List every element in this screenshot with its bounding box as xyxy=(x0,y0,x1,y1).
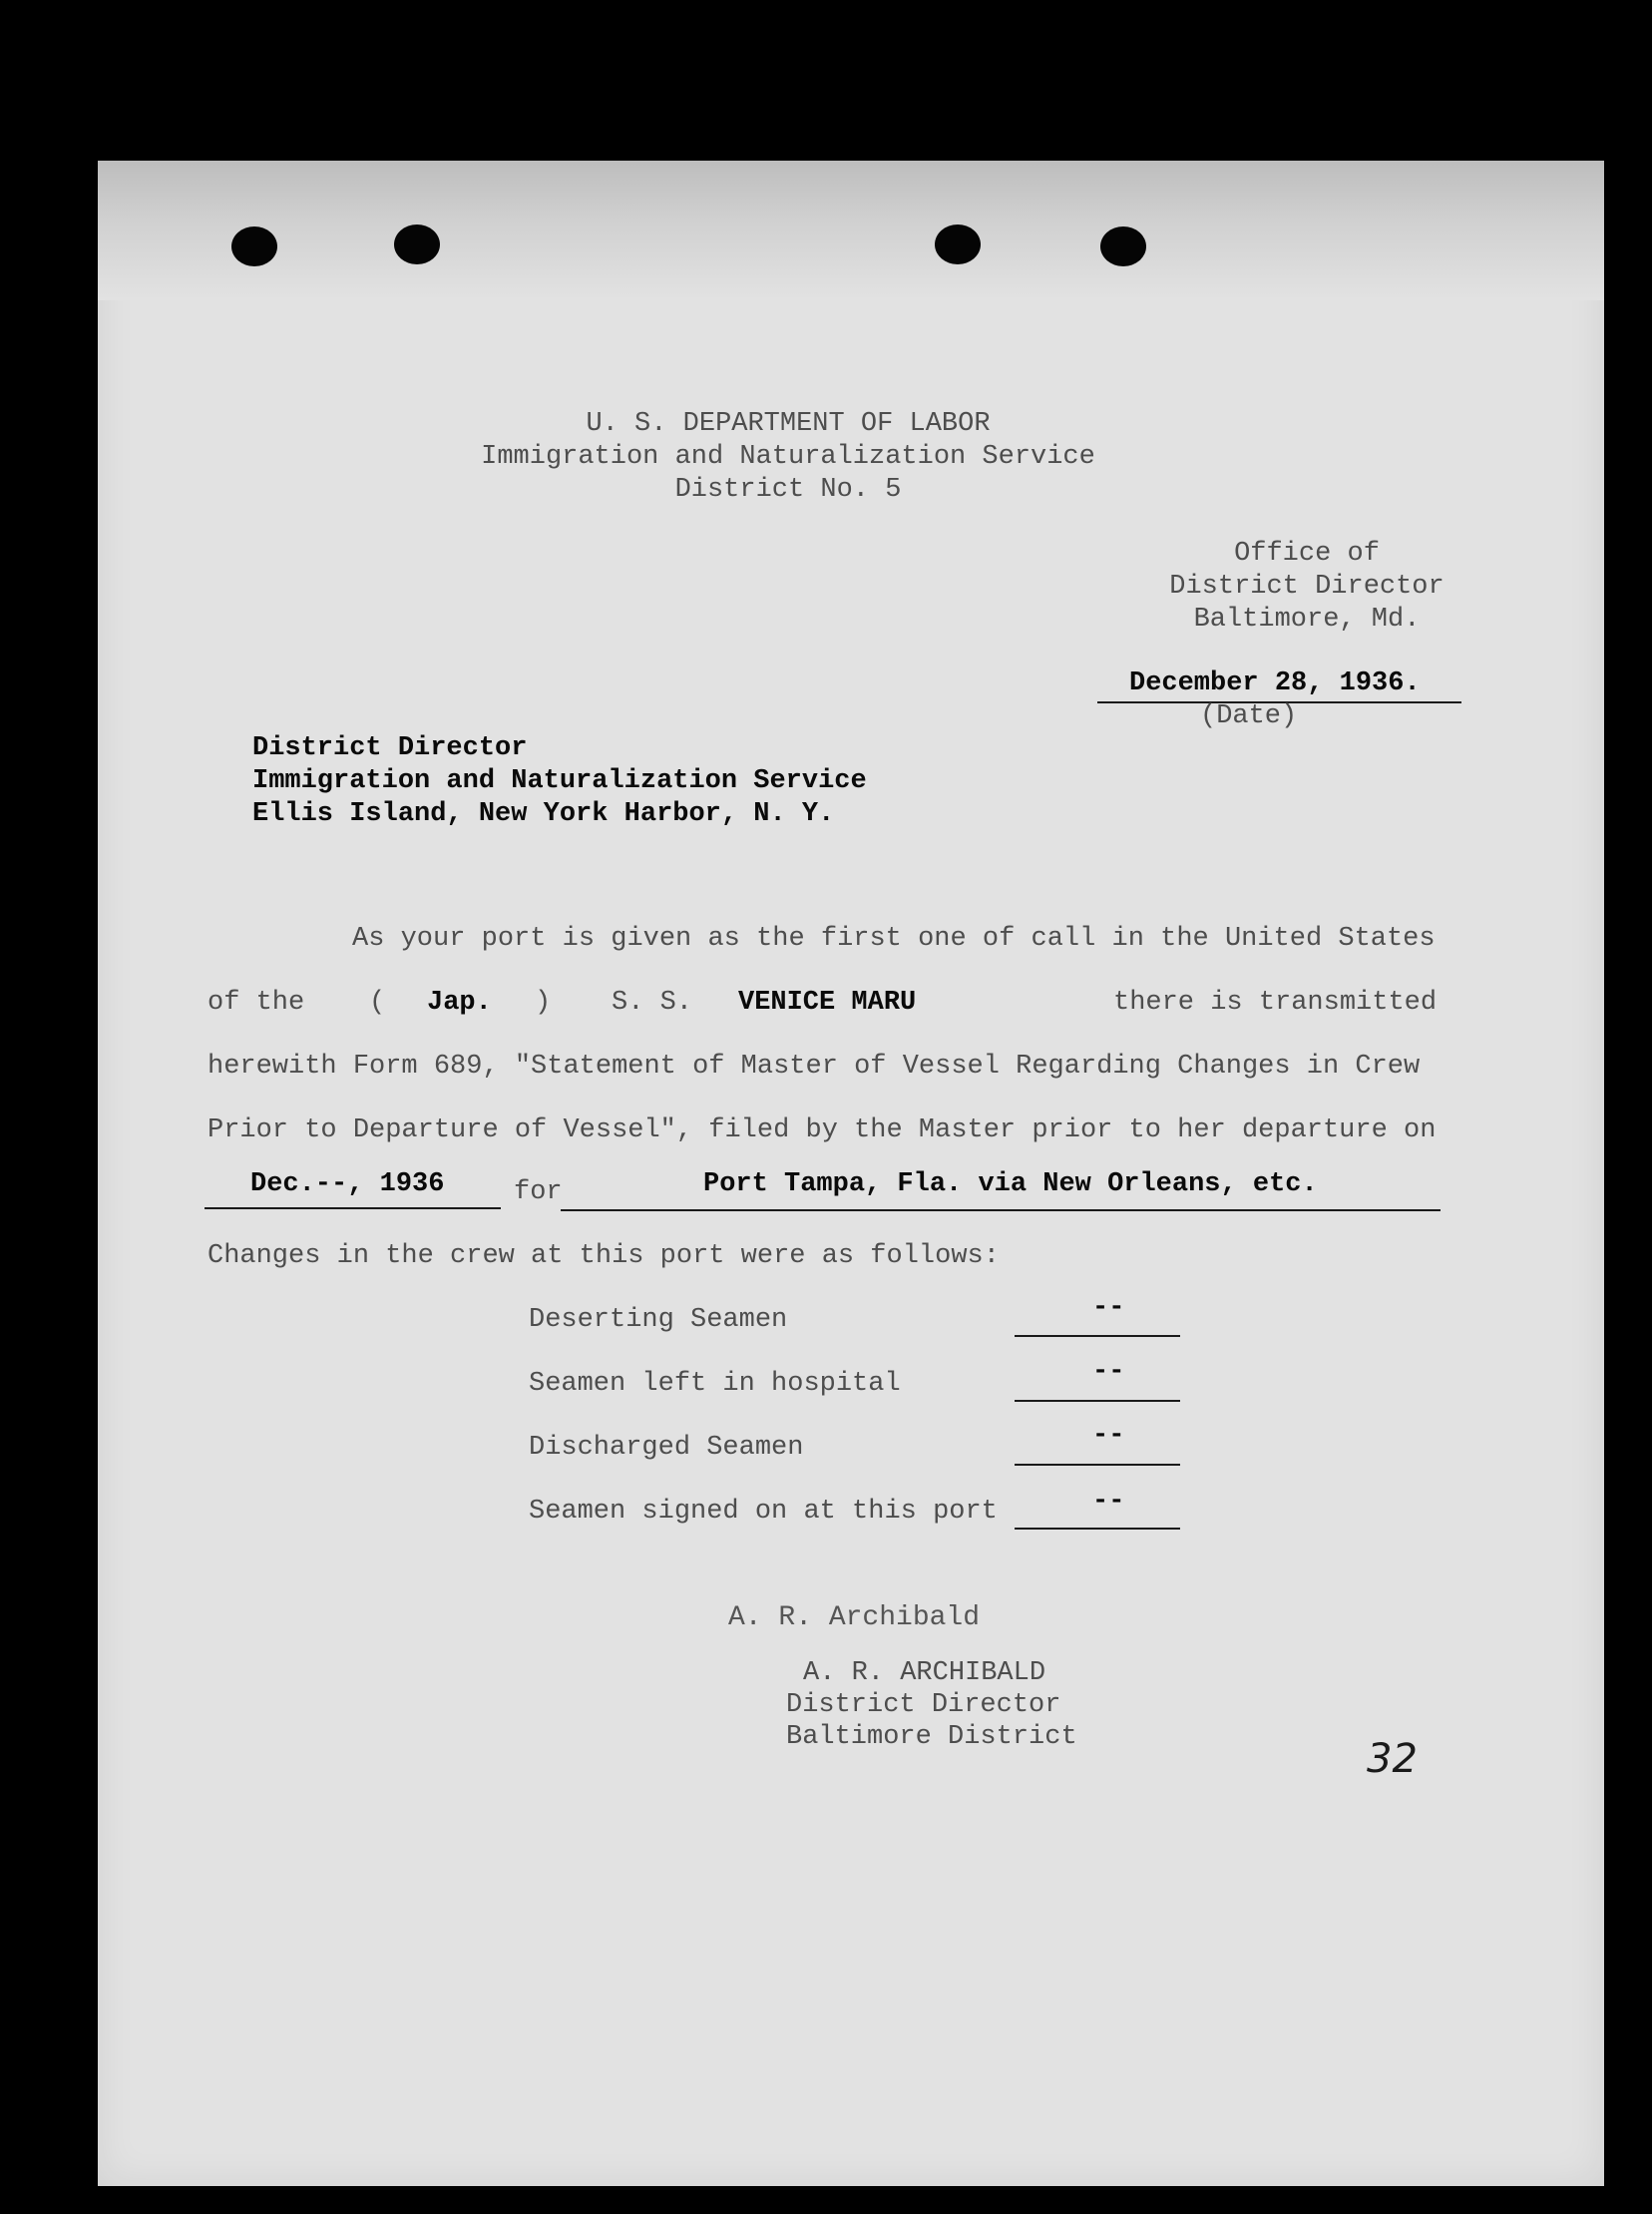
paren-open: ( xyxy=(369,988,386,1018)
changes-label: Deserting Seamen xyxy=(529,1305,788,1335)
destination-underline xyxy=(561,1209,1441,1211)
addressee-line-3: Ellis Island, New York Harbor, N. Y. xyxy=(252,799,835,829)
changes-intro: Changes in the crew at this port were as follows: xyxy=(207,1241,1000,1271)
changes-underline xyxy=(1015,1528,1180,1530)
addressee-line-2: Immigration and Naturalization Service xyxy=(252,766,867,796)
changes-value: -- xyxy=(1092,1487,1125,1517)
punch-hole xyxy=(394,224,440,264)
changes-label: Seamen left in hospital xyxy=(529,1369,901,1399)
top-band xyxy=(98,161,1604,300)
ss-prefix: S. S. xyxy=(612,988,693,1018)
transmitted-text: there is transmitted xyxy=(1113,988,1438,1018)
changes-label: Seamen signed on at this port xyxy=(529,1497,998,1527)
vessel-nationality: Jap. xyxy=(427,988,492,1018)
punch-hole xyxy=(935,224,981,264)
paren-close: ) xyxy=(535,988,552,1018)
changes-underline xyxy=(1015,1335,1180,1337)
destination: Port Tampa, Fla. via New Orleans, etc. xyxy=(703,1169,1318,1199)
changes-underline xyxy=(1015,1464,1180,1466)
body-line-1: As your port is given as the first one of call in the United States xyxy=(352,924,1436,954)
changes-label: Discharged Seamen xyxy=(529,1433,804,1463)
departure-date-underline xyxy=(205,1207,501,1209)
changes-value: -- xyxy=(1092,1357,1125,1387)
letter-date: December 28, 1936. xyxy=(1129,668,1421,698)
handwritten-signature: A. R. Archibald xyxy=(728,1602,981,1633)
body-line-4: Prior to Departure of Vessel", filed by the Master prior to her departure on xyxy=(207,1115,1437,1145)
changes-value: -- xyxy=(1092,1293,1125,1323)
page-number: 32 xyxy=(1367,1736,1418,1782)
for-text: for xyxy=(514,1177,563,1207)
punch-hole xyxy=(231,226,277,266)
changes-underline xyxy=(1015,1400,1180,1402)
changes-value: -- xyxy=(1092,1421,1125,1451)
district-heading: District No. 5 xyxy=(674,475,902,505)
office-line-3: Baltimore, Md. xyxy=(1193,605,1421,635)
vessel-name: VENICE MARU xyxy=(738,988,917,1018)
body-line-3: herewith Form 689, "Statement of Master of Vessel Regarding Changes in Crew xyxy=(207,1052,1421,1082)
departure-date: Dec.--, 1936 xyxy=(250,1169,445,1199)
office-line-2: District Director xyxy=(1169,572,1445,602)
department-heading: U. S. DEPARTMENT OF LABOR xyxy=(586,409,991,439)
signer-name: A. R. ARCHIBALD xyxy=(803,1658,1046,1688)
punch-hole xyxy=(1100,226,1146,266)
signer-title: District Director xyxy=(786,1690,1061,1720)
date-label: (Date) xyxy=(1200,701,1298,731)
signer-district: Baltimore District xyxy=(786,1722,1077,1752)
service-heading: Immigration and Naturalization Service xyxy=(481,442,1095,472)
office-line-1: Office of xyxy=(1234,539,1380,569)
of-the-text: of the xyxy=(207,988,305,1018)
addressee-line-1: District Director xyxy=(252,733,528,763)
